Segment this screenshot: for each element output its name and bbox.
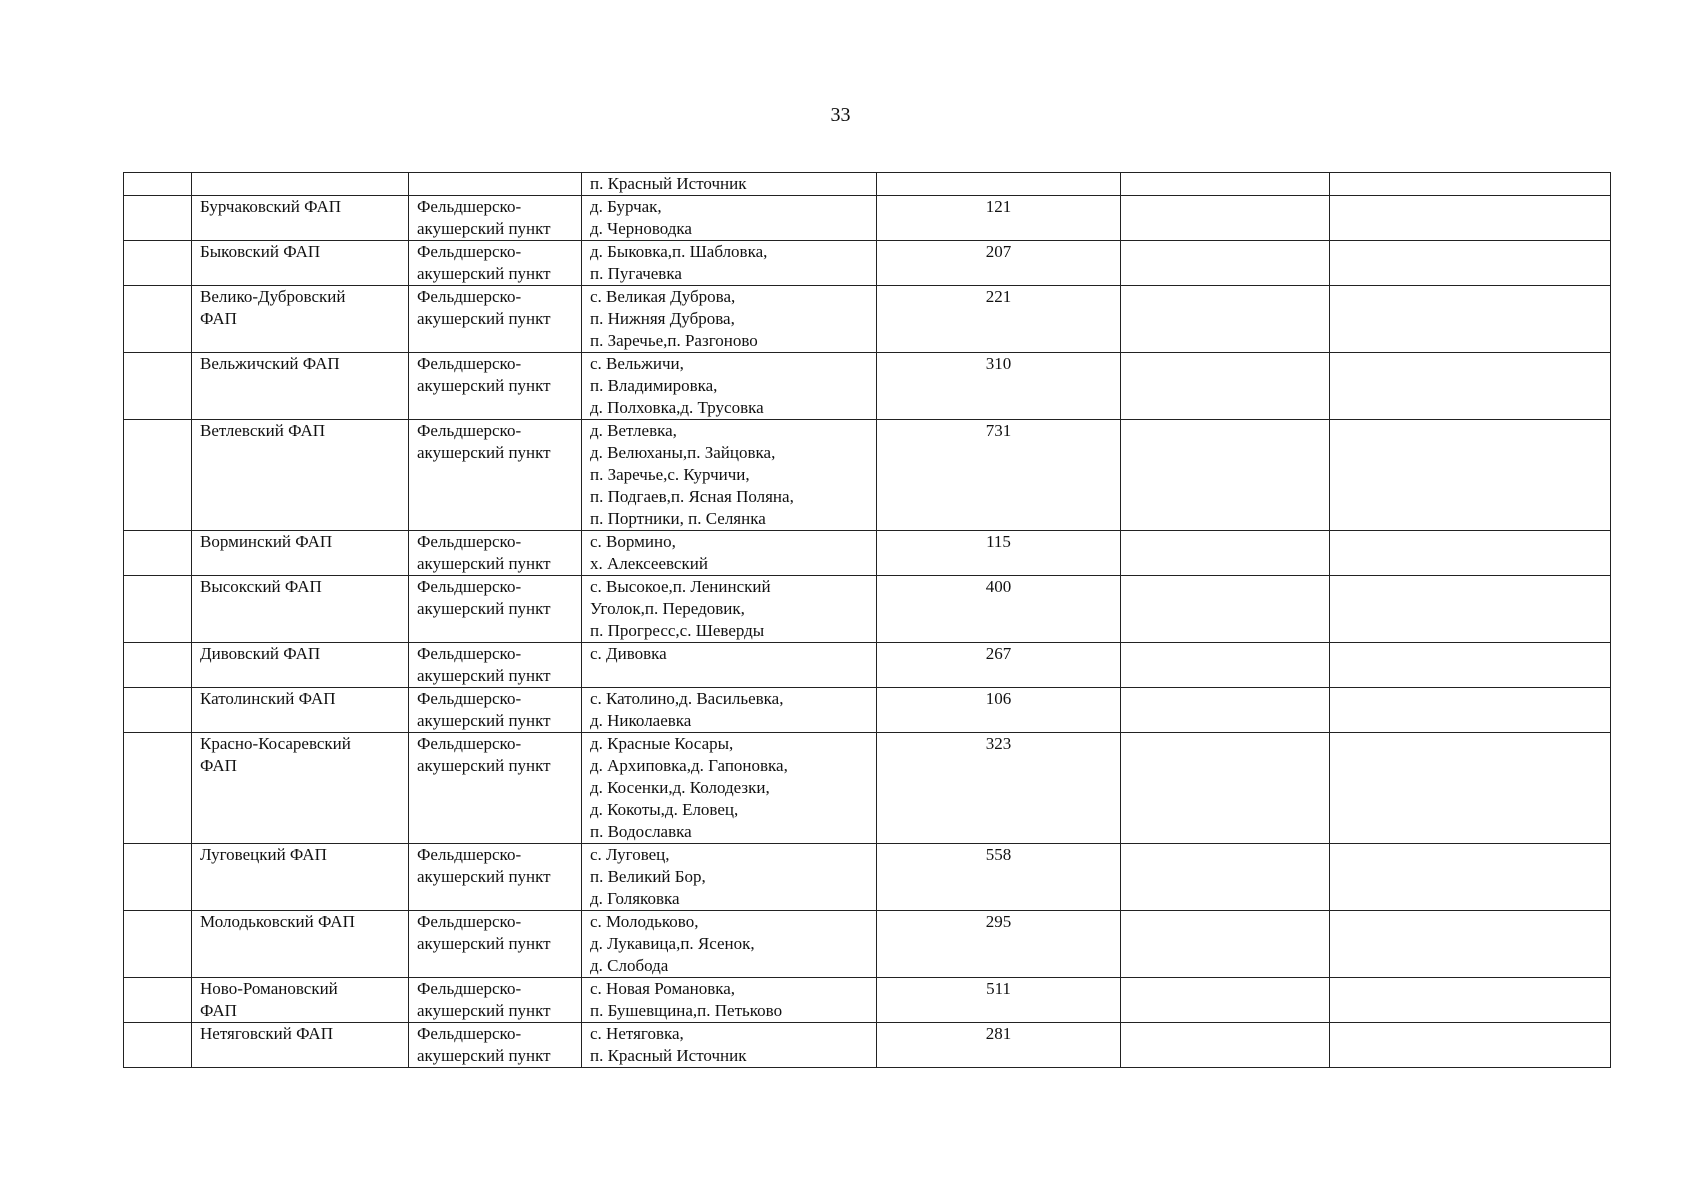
facility-type-cell [409, 844, 582, 911]
facility-type-line: акушерский пункт [417, 666, 551, 685]
facility-name-cell [192, 420, 409, 531]
facility-type-line: акушерский пункт [417, 264, 551, 283]
number-cell [124, 196, 192, 241]
population-count: 207 [985, 242, 1012, 261]
settlement-line: д. Полховка,д. Трусовка [590, 398, 764, 417]
facility-type-cell [409, 241, 582, 286]
settlements-cell [582, 844, 877, 911]
facility-name-line: Дивовский ФАП [200, 644, 321, 663]
population-count: 106 [985, 689, 1012, 708]
table-row [124, 196, 1611, 241]
settlement-line: д. Слобода [590, 956, 669, 975]
facility-type-line: акушерский пункт [417, 934, 551, 953]
empty-cell [1121, 286, 1330, 353]
settlement-line: д. Косенки,д. Колодезки, [590, 778, 770, 797]
facility-type-cell [409, 286, 582, 353]
facility-name-line: Ново-Романовский [200, 979, 338, 998]
facility-type-line: Фельдшерско- [417, 354, 522, 373]
empty-cell [1330, 911, 1611, 978]
empty-cell [1330, 196, 1611, 241]
facility-name-cell [192, 353, 409, 420]
population-count: 281 [985, 1024, 1012, 1043]
facility-type-line: акушерский пункт [417, 1046, 551, 1065]
empty-cell [1121, 978, 1330, 1023]
settlement-line: с. Вельжичи, [590, 354, 684, 373]
facility-type-line: Фельдшерско- [417, 644, 522, 663]
facility-name-cell [192, 241, 409, 286]
facility-type-cell [409, 196, 582, 241]
settlements-cell [582, 688, 877, 733]
settlement-line: д. Кокоты,д. Еловец, [590, 800, 739, 819]
table-row [124, 420, 1611, 531]
population-count-cell [877, 286, 1121, 353]
number-cell [124, 688, 192, 733]
facility-type-line: Фельдшерско- [417, 1024, 522, 1043]
table-row [124, 241, 1611, 286]
empty-cell [1121, 844, 1330, 911]
facility-type-line: акушерский пункт [417, 554, 551, 573]
settlements-cell [582, 241, 877, 286]
facility-type-line: Фельдшерско- [417, 287, 522, 306]
settlement-line: с. Луговец, [590, 845, 670, 864]
empty-cell [1330, 576, 1611, 643]
facility-type-cell [409, 643, 582, 688]
population-count-cell [877, 1023, 1121, 1068]
settlement-line: с. Молодьково, [590, 912, 699, 931]
number-cell [124, 911, 192, 978]
table-row [124, 576, 1611, 643]
population-count-cell [877, 241, 1121, 286]
number-cell [124, 286, 192, 353]
settlements-cell [582, 733, 877, 844]
population-count: 731 [985, 421, 1012, 440]
facility-type-cell [409, 911, 582, 978]
number-cell [124, 733, 192, 844]
settlement-line: с. Великая Дуброва, [590, 287, 736, 306]
facility-name-cell [192, 844, 409, 911]
population-count-cell [877, 576, 1121, 643]
population-count-cell [877, 173, 1121, 196]
population-count-cell [877, 420, 1121, 531]
facility-name-line: Быковский ФАП [200, 242, 321, 261]
empty-cell [1121, 241, 1330, 286]
facility-type-line: Фельдшерско- [417, 734, 522, 753]
population-count-cell [877, 733, 1121, 844]
facility-name-cell [192, 978, 409, 1023]
settlement-line: п. Портники, п. Селянка [590, 509, 766, 528]
table-row [124, 688, 1611, 733]
facility-type-cell [409, 733, 582, 844]
facility-type-line: акушерский пункт [417, 443, 551, 462]
facility-name-line: Нетяговский ФАП [200, 1024, 333, 1043]
empty-cell [1330, 286, 1611, 353]
settlement-line: с. Новая Романовка, [590, 979, 736, 998]
settlement-line: п. Бушевщина,п. Петьково [590, 1001, 783, 1020]
facility-name-cell [192, 1023, 409, 1068]
table-row [124, 1023, 1611, 1068]
table-row [124, 911, 1611, 978]
settlements-cell [582, 286, 877, 353]
table-body [124, 173, 1611, 1068]
facility-name-cell [192, 576, 409, 643]
table-row [124, 643, 1611, 688]
settlement-line: с. Вормино, [590, 532, 676, 551]
table-row [124, 531, 1611, 576]
number-cell [124, 1023, 192, 1068]
settlements-cell [582, 196, 877, 241]
empty-cell [1330, 733, 1611, 844]
facility-type-cell [409, 978, 582, 1023]
settlement-line: п. Прогресс,с. Шеверды [590, 621, 765, 640]
population-count-cell [877, 643, 1121, 688]
facility-type-line: Фельдшерско- [417, 845, 522, 864]
population-count: 221 [985, 287, 1012, 306]
empty-cell [1330, 173, 1611, 196]
empty-cell [1121, 531, 1330, 576]
number-cell [124, 173, 192, 196]
facility-name-cell [192, 286, 409, 353]
settlement-line: д. Ветлевка, [590, 421, 677, 440]
empty-cell [1121, 911, 1330, 978]
empty-cell [1121, 353, 1330, 420]
facility-name-line: ФАП [200, 309, 237, 328]
settlement-line: п. Красный Источник [590, 174, 747, 193]
facility-name-cell [192, 531, 409, 576]
settlement-line: с. Дивовка [590, 644, 667, 663]
population-count: 310 [985, 354, 1012, 373]
settlement-line: д. Бурчак, [590, 197, 662, 216]
facility-name-line: ФАП [200, 756, 237, 775]
empty-cell [1121, 173, 1330, 196]
facility-name-line: Ветлевский ФАП [200, 421, 326, 440]
facility-type-line: акушерский пункт [417, 376, 551, 395]
number-cell [124, 420, 192, 531]
facility-name-cell [192, 643, 409, 688]
population-count: 400 [985, 577, 1012, 596]
empty-cell [1330, 420, 1611, 531]
facility-type-cell [409, 688, 582, 733]
population-count-cell [877, 844, 1121, 911]
empty-cell [1121, 688, 1330, 733]
facility-type-line: Фельдшерско- [417, 979, 522, 998]
empty-cell [1121, 420, 1330, 531]
table-row [124, 733, 1611, 844]
settlement-line: п. Заречье,п. Разгоново [590, 331, 758, 350]
facility-type-line: акушерский пункт [417, 219, 551, 238]
empty-cell [1121, 733, 1330, 844]
settlement-line: п. Подгаев,п. Ясная Поляна, [590, 487, 794, 506]
facility-type-line: акушерский пункт [417, 867, 551, 886]
number-cell [124, 576, 192, 643]
facility-type-line: Фельдшерско- [417, 577, 522, 596]
settlements-cell [582, 420, 877, 531]
facility-type-line: Фельдшерско- [417, 421, 522, 440]
number-cell [124, 978, 192, 1023]
population-count-cell [877, 531, 1121, 576]
number-cell [124, 643, 192, 688]
table-row [124, 173, 1611, 196]
facility-name-cell [192, 911, 409, 978]
empty-cell [1330, 978, 1611, 1023]
facility-name-line: Молодьковский ФАП [200, 912, 355, 931]
facility-name-line: Ворминский ФАП [200, 532, 333, 551]
settlements-cell [582, 911, 877, 978]
empty-cell [1330, 353, 1611, 420]
number-cell [124, 241, 192, 286]
facility-name-cell [192, 733, 409, 844]
table-row [124, 844, 1611, 911]
settlement-line: д. Черноводка [590, 219, 692, 238]
settlement-line: д. Красные Косары, [590, 734, 734, 753]
population-count: 115 [986, 532, 1011, 551]
empty-cell [1330, 1023, 1611, 1068]
settlement-line: п. Владимировка, [590, 376, 718, 395]
empty-cell [1121, 643, 1330, 688]
settlement-line: п. Красный Источник [590, 1046, 747, 1065]
facility-name-line: Велико-Дубровский [200, 287, 346, 306]
settlements-cell [582, 353, 877, 420]
settlements-cell [582, 643, 877, 688]
population-count: 267 [985, 644, 1012, 663]
facility-type-cell [409, 531, 582, 576]
settlement-line: п. Водославка [590, 822, 692, 841]
empty-cell [1121, 576, 1330, 643]
facility-type-line: акушерский пункт [417, 756, 551, 775]
settlement-line: д. Архиповка,д. Гапоновка, [590, 756, 788, 775]
empty-cell [1330, 844, 1611, 911]
population-count: 121 [985, 197, 1012, 216]
facility-type-line: акушерский пункт [417, 599, 551, 618]
settlement-line: с. Католино,д. Васильевка, [590, 689, 784, 708]
settlements-cell [582, 576, 877, 643]
table-row [124, 978, 1611, 1023]
facility-name-line: Католинский ФАП [200, 689, 336, 708]
empty-cell [1330, 688, 1611, 733]
settlement-line: д. Лукавица,п. Ясенок, [590, 934, 755, 953]
empty-cell [1330, 241, 1611, 286]
facility-type-line: акушерский пункт [417, 711, 551, 730]
empty-cell [1330, 643, 1611, 688]
settlement-line: п. Нижняя Дуброва, [590, 309, 735, 328]
settlement-line: д. Быковка,п. Шабловка, [590, 242, 768, 261]
settlement-line: с. Нетяговка, [590, 1024, 684, 1043]
facility-type-line: Фельдшерско- [417, 197, 522, 216]
number-cell [124, 353, 192, 420]
facility-type-line: Фельдшерско- [417, 689, 522, 708]
settlement-line: с. Высокое,п. Ленинский [590, 577, 771, 596]
facility-type-line: Фельдшерско- [417, 912, 522, 931]
facility-name-line: Красно-Косаревский [200, 734, 351, 753]
table-row [124, 286, 1611, 353]
facility-type-cell [409, 353, 582, 420]
facility-type-line: Фельдшерско- [417, 532, 522, 551]
settlements-cell [582, 1023, 877, 1068]
population-count: 323 [985, 734, 1012, 753]
facility-name-line: ФАП [200, 1001, 237, 1020]
facility-type-line: акушерский пункт [417, 309, 551, 328]
population-count: 558 [985, 845, 1012, 864]
facility-name-cell [192, 173, 409, 196]
settlement-line: Уголок,п. Передовик, [590, 599, 745, 618]
population-count-cell [877, 196, 1121, 241]
settlements-cell [582, 173, 877, 196]
facility-name-line: Высокский ФАП [200, 577, 322, 596]
table-row [124, 353, 1611, 420]
facility-table [123, 172, 1611, 1068]
empty-cell [1330, 531, 1611, 576]
page-number: 33 [830, 104, 851, 126]
settlement-line: п. Пугачевка [590, 264, 682, 283]
settlement-line: д. Николаевка [590, 711, 692, 730]
population-count-cell [877, 353, 1121, 420]
population-count-cell [877, 911, 1121, 978]
settlement-line: д. Голяковка [590, 889, 680, 908]
settlements-cell [582, 978, 877, 1023]
population-count-cell [877, 978, 1121, 1023]
facility-name-cell [192, 688, 409, 733]
facility-name-line: Луговецкий ФАП [200, 845, 327, 864]
settlement-line: п. Заречье,с. Курчичи, [590, 465, 750, 484]
facility-type-cell [409, 576, 582, 643]
population-count: 511 [986, 979, 1011, 998]
empty-cell [1121, 1023, 1330, 1068]
facility-type-cell [409, 420, 582, 531]
population-count: 295 [985, 912, 1012, 931]
empty-cell [1121, 196, 1330, 241]
facility-type-cell [409, 1023, 582, 1068]
facility-name-line: Вельжичский ФАП [200, 354, 340, 373]
facility-name-line: Бурчаковский ФАП [200, 197, 341, 216]
facility-name-cell [192, 196, 409, 241]
facility-type-line: Фельдшерско- [417, 242, 522, 261]
settlement-line: х. Алексеевский [590, 554, 708, 573]
number-cell [124, 531, 192, 576]
facility-type-cell [409, 173, 582, 196]
settlement-line: д. Велюханы,п. Зайцовка, [590, 443, 776, 462]
settlements-cell [582, 531, 877, 576]
settlement-line: п. Великий Бор, [590, 867, 706, 886]
population-count-cell [877, 688, 1121, 733]
number-cell [124, 844, 192, 911]
facility-type-line: акушерский пункт [417, 1001, 551, 1020]
